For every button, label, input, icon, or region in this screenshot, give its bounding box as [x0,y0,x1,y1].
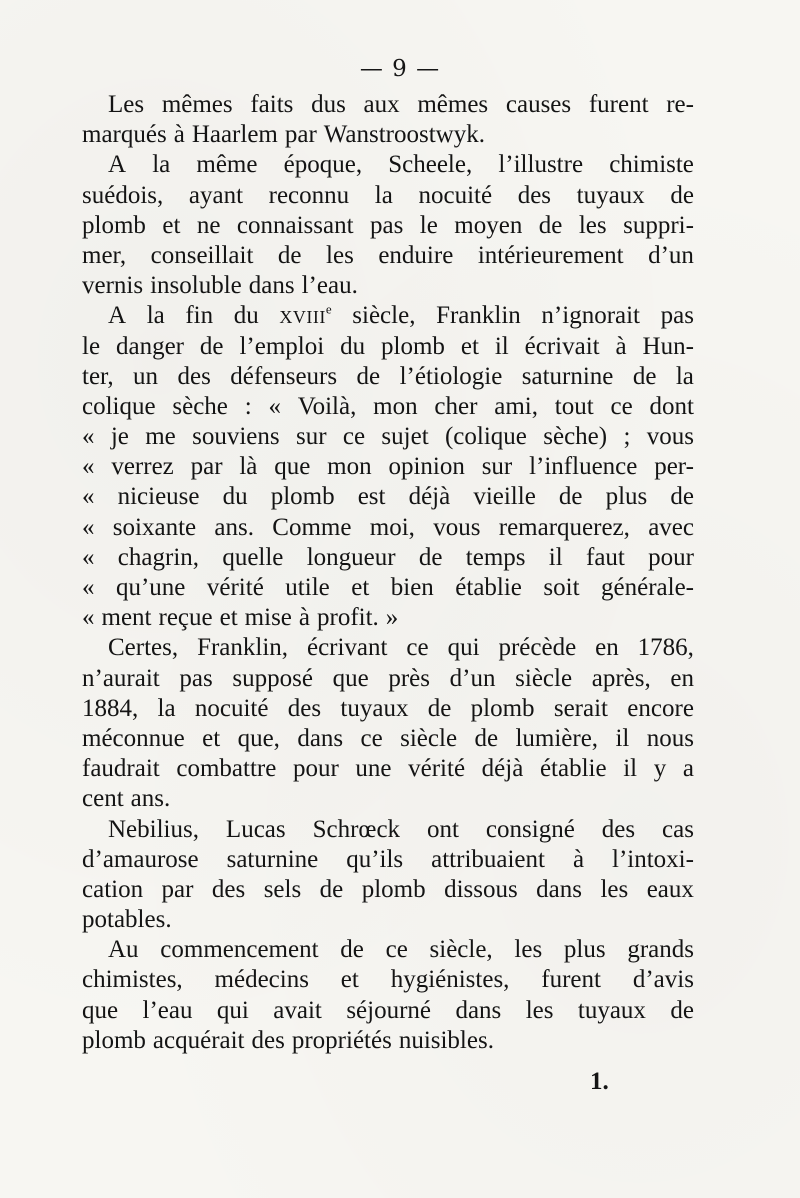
text-line: chimistes, médecins et hygiénistes, furent d’avis [82,966,694,994]
text-line: 1884, la nocuité des tuyaux de plomb serait encore [82,694,694,722]
text-line: vernis insoluble dans l’eau. [82,272,358,300]
text-line: « chagrin, quelle longueur de temps il faut pour [82,543,694,571]
text-line: marqués à Haarlem par Wanstroostwyk. [82,121,485,149]
text-line: cation par des sels de plomb dissous dans les eaux [82,875,694,903]
text-line: « je me souviens sur ce sujet (colique sèche) ; vous [82,423,694,451]
text-line: méconnue et que, dans ce siècle de lumière, il nous [82,724,694,752]
text-line: « nicieuse du plomb est déjà vieille de plus de [82,483,694,511]
text-line: d’amaurose saturnine qu’ils attribuaient à l’intoxi- [82,845,694,873]
text-line: « ment reçue et mise à profit. » [82,604,399,632]
text-line: plomb acquérait des propriétés nuisibles. [82,1026,494,1054]
text-line: cent ans. [82,785,171,813]
body-text [82,90,694,1056]
text-line: mer, conseillait de les enduire intérieurement d’un [82,241,694,269]
text-line: Les mêmes faits dus aux mêmes causes furent re- [108,91,694,118]
text-line: n’aurait pas supposé que près d’un siècle après, en [82,664,694,692]
text-line: A la même époque, Scheele, l’illustre chimiste [108,151,694,179]
text-line: que l’eau qui avait séjourné dans les tuyaux de [82,996,694,1024]
text-line: Au commencement de ce siècle, les plus grands [108,936,694,964]
text-line: « qu’une vérité utile et bien établie soit générale- [82,574,694,601]
text-line: Certes, Franklin, écrivant ce qui précède en 1786, [108,634,694,662]
superscript: e [325,301,332,317]
text-line: plomb et ne connaissant pas le moyen de les suppri- [82,211,694,239]
page-number: — 9 — [359,56,441,82]
text-line: « soixante ans. Comme moi, vous remarquerez, avec [82,513,694,541]
text-line: A la fin du xviii$^e$ siècle, Franklin n’ignorait pas [108,301,694,330]
signature-mark: 1. [590,1068,609,1095]
text-line: ter, un des défenseurs de l’étiologie saturnine de la [82,362,694,390]
text-line: le danger de l’emploi du plomb et il écrivait à Hun- [82,332,694,360]
text-line: Nebilius, Lucas Schrœck ont consigné des cas [108,815,694,843]
text-line: « verrez par là que mon opinion sur l’influence per- [82,453,694,481]
text-line: faudrait combattre pour une vérité déjà établie il y a [82,755,694,783]
text-line: suédois, ayant reconnu la nocuité des tuyaux de [82,181,694,209]
text-line: colique sèche : « Voilà, mon cher ami, tout ce dont [82,392,694,420]
text-line: potables. [82,906,172,934]
